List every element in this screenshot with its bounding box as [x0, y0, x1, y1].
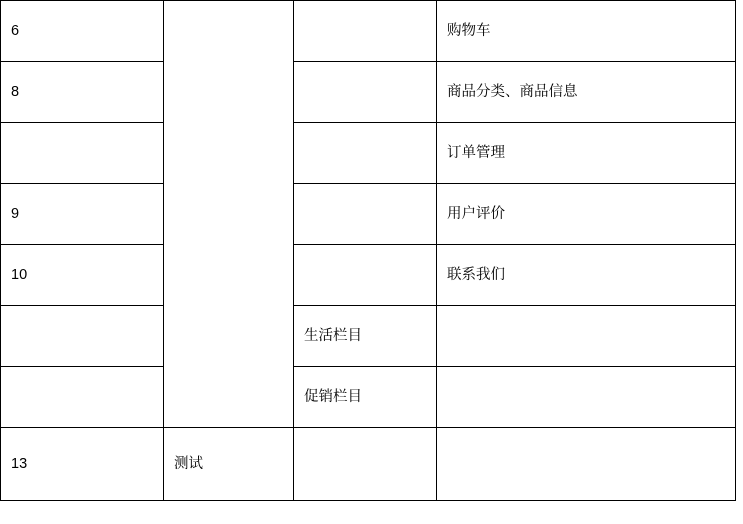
cell-subcolumn: [294, 123, 437, 184]
cell-description: 订单管理: [437, 123, 736, 184]
cell-description: [437, 367, 736, 428]
cell-subcolumn: [294, 184, 437, 245]
cell-number: [1, 123, 164, 184]
cell-subcolumn: 生活栏目: [294, 306, 437, 367]
cell-description: 购物车: [437, 1, 736, 62]
cell-subcolumn: [294, 428, 437, 501]
cell-subcolumn: [294, 1, 437, 62]
cell-description: 用户评价: [437, 184, 736, 245]
cell-description: 商品分类、商品信息: [437, 62, 736, 123]
cell-description: 联系我们: [437, 245, 736, 306]
cell-number: 9: [1, 184, 164, 245]
cell-number: 13: [1, 428, 164, 501]
cell-description: [437, 306, 736, 367]
cell-subcolumn: [294, 62, 437, 123]
table-row: [1, 1, 736, 62]
cell-number: 8: [1, 62, 164, 123]
table-row: [1, 367, 736, 428]
table-body: [1, 1, 736, 501]
cell-middle-merged: [164, 1, 294, 428]
table-row: [1, 245, 736, 306]
table-row: [1, 306, 736, 367]
table-row: [1, 62, 736, 123]
cell-number: [1, 367, 164, 428]
cell-number: 10: [1, 245, 164, 306]
table-row: [1, 428, 736, 501]
cell-number: 6: [1, 1, 164, 62]
table-row: [1, 184, 736, 245]
cell-number: [1, 306, 164, 367]
cell-description: [437, 428, 736, 501]
table-row: [1, 123, 736, 184]
cell-subcolumn: [294, 245, 437, 306]
cell-middle: 测试: [164, 428, 294, 501]
cell-subcolumn: 促销栏目: [294, 367, 437, 428]
